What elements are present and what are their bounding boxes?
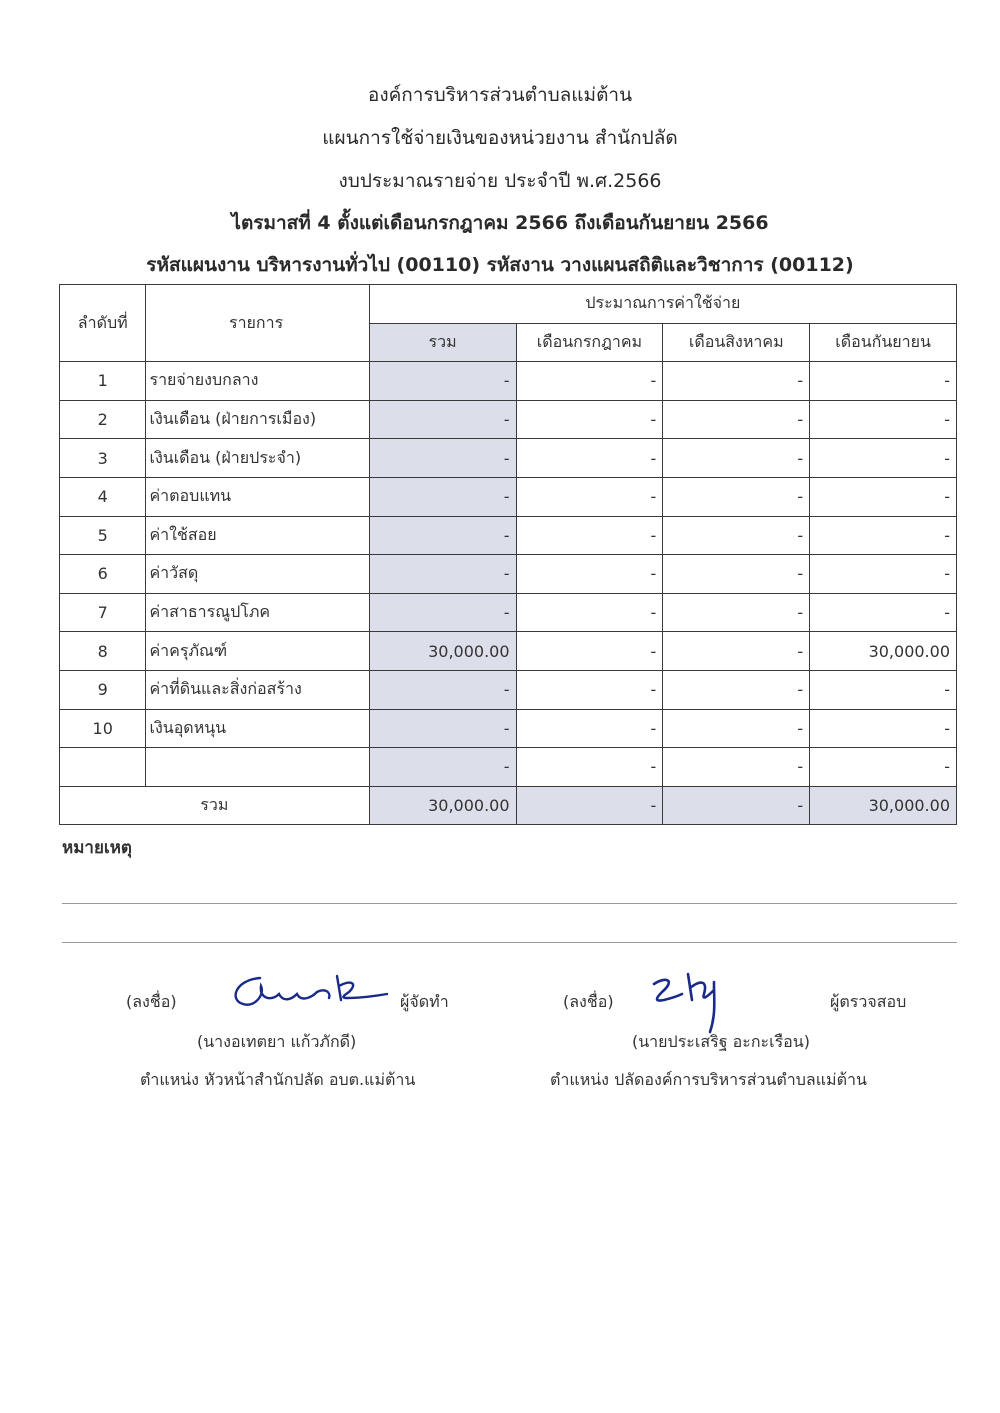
row-july: - xyxy=(516,670,663,709)
left-sign-label: (ลงชื่อ) xyxy=(126,992,177,1011)
row-july: - xyxy=(516,400,663,439)
row-total: 30,000.00 xyxy=(369,632,516,671)
row-no: 3 xyxy=(60,439,146,478)
plan-code-line: รหัสแผนงาน บริหารงานทั่วไป (00110) รหัสงาน วางแผนสถิติและวิชาการ (00112) xyxy=(146,254,854,276)
row-september: - xyxy=(810,362,957,401)
right-sign-name: (นายประเสริฐ อะกะเรือน) xyxy=(632,1032,810,1051)
row-september: - xyxy=(810,593,957,632)
col-header-total: รวม xyxy=(369,323,516,362)
row-total: - xyxy=(369,516,516,555)
remarks-line-1 xyxy=(62,903,957,904)
row-july: - xyxy=(516,748,663,787)
row-july: - xyxy=(516,516,663,555)
left-sign-role: ผู้จัดทำ xyxy=(400,992,449,1011)
row-item: เงินเดือน (ฝ่ายการเมือง) xyxy=(146,400,369,439)
row-august: - xyxy=(663,477,810,516)
sum-july: - xyxy=(516,786,663,825)
org-title: องค์การบริหารส่วนตำบลแม่ต้าน xyxy=(367,84,633,106)
row-july: - xyxy=(516,555,663,594)
row-september: - xyxy=(810,439,957,478)
row-total: - xyxy=(369,748,516,787)
expense-plan-table xyxy=(59,284,957,825)
row-september: - xyxy=(810,477,957,516)
row-item: ค่าสาธารณูปโภค xyxy=(146,593,369,632)
row-item: ค่าครุภัณฑ์ xyxy=(146,632,369,671)
quarter-line: ไตรมาสที่ 4 ตั้งแต่เดือนกรกฎาคม 2566 ถึงเดือนกันยายน 2566 xyxy=(231,212,769,234)
table-row xyxy=(60,593,957,632)
row-august: - xyxy=(663,439,810,478)
table-row xyxy=(60,748,957,787)
right-sign-position: ตำแหน่ง ปลัดองค์การบริหารส่วนตำบลแม่ต้าน xyxy=(550,1070,867,1089)
row-total: - xyxy=(369,477,516,516)
remarks-label: หมายเหตุ xyxy=(62,838,132,858)
row-september: 30,000.00 xyxy=(810,632,957,671)
table-row xyxy=(60,670,957,709)
row-no: 8 xyxy=(60,632,146,671)
row-item xyxy=(146,748,369,787)
table-row xyxy=(60,632,957,671)
row-august: - xyxy=(663,593,810,632)
row-no: 7 xyxy=(60,593,146,632)
row-august: - xyxy=(663,555,810,594)
left-sign-name: (นางอเทตยา แก้วภักดี) xyxy=(197,1032,357,1051)
row-august: - xyxy=(663,632,810,671)
row-august: - xyxy=(663,748,810,787)
table-row xyxy=(60,439,957,478)
row-september: - xyxy=(810,709,957,748)
row-total: - xyxy=(369,400,516,439)
row-august: - xyxy=(663,362,810,401)
row-august: - xyxy=(663,709,810,748)
row-july: - xyxy=(516,439,663,478)
row-no: 9 xyxy=(60,670,146,709)
col-header-estimate: ประมาณการค่าใช้จ่าย xyxy=(369,285,956,324)
row-no: 2 xyxy=(60,400,146,439)
left-sign-position: ตำแหน่ง หัวหน้าสำนักปลัด อบต.แม่ต้าน xyxy=(140,1070,416,1089)
row-september: - xyxy=(810,670,957,709)
row-september: - xyxy=(810,748,957,787)
row-july: - xyxy=(516,709,663,748)
row-july: - xyxy=(516,632,663,671)
row-item: รายจ่ายงบกลาง xyxy=(146,362,369,401)
table-row xyxy=(60,555,957,594)
row-total: - xyxy=(369,670,516,709)
right-sign-label: (ลงชื่อ) xyxy=(563,992,614,1011)
row-july: - xyxy=(516,593,663,632)
row-total: - xyxy=(369,593,516,632)
row-item: ค่าใช้สอย xyxy=(146,516,369,555)
row-item: ค่าวัสดุ xyxy=(146,555,369,594)
table-row xyxy=(60,477,957,516)
row-august: - xyxy=(663,670,810,709)
table-row xyxy=(60,516,957,555)
row-no: 6 xyxy=(60,555,146,594)
row-no xyxy=(60,748,146,787)
budget-year: งบประมาณรายจ่าย ประจำปี พ.ศ.2566 xyxy=(338,170,662,192)
col-header-item: รายการ xyxy=(146,285,369,362)
row-no: 4 xyxy=(60,477,146,516)
row-item: ค่าที่ดินและสิ่งก่อสร้าง xyxy=(146,670,369,709)
row-no: 5 xyxy=(60,516,146,555)
row-august: - xyxy=(663,400,810,439)
row-item: เงินเดือน (ฝ่ายประจำ) xyxy=(146,439,369,478)
right-sign-role: ผู้ตรวจสอบ xyxy=(830,992,907,1011)
sum-total: 30,000.00 xyxy=(369,786,516,825)
plan-title: แผนการใช้จ่ายเงินของหน่วยงาน สำนักปลัด xyxy=(322,127,678,149)
row-total: - xyxy=(369,439,516,478)
row-total: - xyxy=(369,709,516,748)
row-total: - xyxy=(369,555,516,594)
table-row xyxy=(60,709,957,748)
row-item: ค่าตอบแทน xyxy=(146,477,369,516)
remarks-line-2 xyxy=(62,942,957,943)
sum-august: - xyxy=(663,786,810,825)
table-row xyxy=(60,362,957,401)
row-july: - xyxy=(516,477,663,516)
col-header-no: ลำดับที่ xyxy=(60,285,146,362)
col-header-august: เดือนสิงหาคม xyxy=(663,323,810,362)
table-row xyxy=(60,400,957,439)
row-no: 1 xyxy=(60,362,146,401)
row-july: - xyxy=(516,362,663,401)
row-september: - xyxy=(810,516,957,555)
row-august: - xyxy=(663,516,810,555)
row-no: 10 xyxy=(60,709,146,748)
sum-label: รวม xyxy=(60,786,370,825)
row-total: - xyxy=(369,362,516,401)
row-september: - xyxy=(810,555,957,594)
sum-row xyxy=(60,786,957,825)
col-header-july: เดือนกรกฎาคม xyxy=(516,323,663,362)
sum-september: 30,000.00 xyxy=(810,786,957,825)
left-handwritten-signature xyxy=(225,968,395,1018)
col-header-september: เดือนกันยายน xyxy=(810,323,957,362)
row-item: เงินอุดหนุน xyxy=(146,709,369,748)
row-september: - xyxy=(810,400,957,439)
